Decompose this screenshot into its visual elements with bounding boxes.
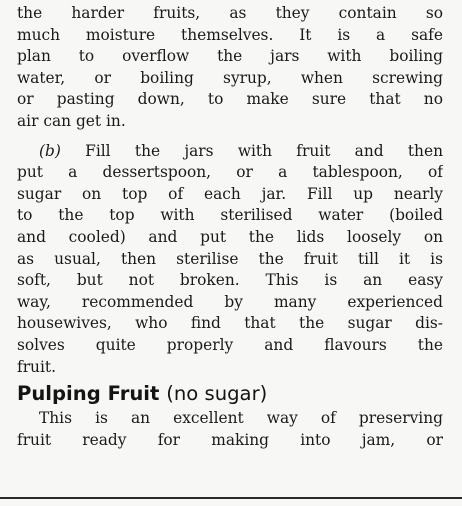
text-line: water, or boiling syrup, when screwing (17, 68, 443, 87)
paragraph-gap (17, 133, 443, 141)
text-line: as usual, then sterilise the fruit till it is (17, 249, 443, 268)
text-line: solves quite properly and flavours the (17, 335, 443, 354)
text-line: sugar on top of each jar. Fill up nearly (17, 184, 443, 203)
heading-subtitle: (no sugar) (166, 382, 268, 406)
paragraph-2 (17, 141, 443, 379)
heading-main: Pulping Fruit (17, 382, 160, 406)
text-line: the harder fruits, as they contain so (17, 4, 443, 22)
text-line: fruit. (17, 357, 56, 376)
paragraph-3 (17, 408, 443, 451)
item-label: (b) (39, 141, 61, 160)
section-heading (17, 381, 443, 407)
text-line: much moisture themselves. It is a safe (17, 25, 443, 44)
text-line: air can get in. (17, 111, 126, 130)
paragraph-1 (17, 3, 443, 133)
text-line: put a dessertspoon, or a tablespoon, of (17, 163, 443, 182)
text-line: plan to overflow the jars with boiling (17, 47, 443, 66)
text-line: soft, but not broken. This is an easy (17, 271, 443, 290)
text-line: to the top with sterilised water (boiled (17, 206, 443, 225)
text-line: housewives, who find that the sugar dis- (17, 314, 443, 333)
text-line: or pasting down, to make sure that no (17, 90, 443, 109)
text-line: way, recommended by many experienced (17, 292, 443, 311)
page-bottom-rule (0, 497, 462, 499)
text-line: and cooled) and put the lids loosely on (17, 227, 443, 246)
text-span: Fill the jars with fruit and then (85, 141, 443, 160)
text-line: fruit ready for making into jam, or (17, 430, 443, 449)
page-text (17, 3, 443, 451)
text-line (17, 141, 443, 163)
text-line: This is an excellent way of preserving (39, 409, 443, 428)
